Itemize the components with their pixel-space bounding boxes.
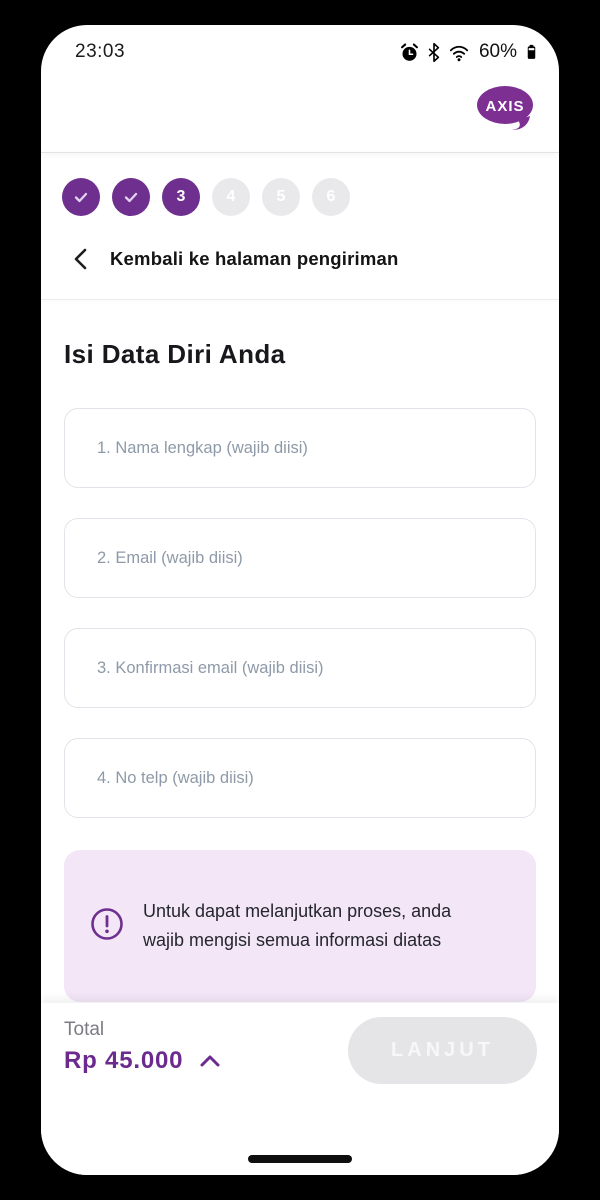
home-indicator-handle[interactable] (248, 1155, 352, 1163)
notice-text: Untuk dapat melanjutkan proses, anda wajib mengisi semua informasi diatas (143, 901, 452, 950)
step-5 (262, 178, 300, 216)
header-divider (41, 152, 559, 153)
wifi-icon (448, 43, 470, 62)
check-icon (121, 187, 141, 207)
step-1-done (62, 178, 100, 216)
clock-time: 23:03 (75, 41, 126, 62)
alarm-clock-icon (399, 42, 420, 63)
step-label: 5 (276, 188, 286, 205)
axis-logo (476, 85, 538, 131)
step-label: 6 (326, 188, 336, 205)
chevron-up-icon (199, 1053, 221, 1069)
total-value: Rp 45.000 (64, 1047, 184, 1074)
section-divider (41, 299, 559, 300)
battery-icon (524, 41, 539, 63)
checkout-bottom-bar (41, 1003, 559, 1175)
phone-screen (41, 25, 559, 1175)
alert-circle-icon (90, 907, 124, 946)
total-amount-toggle[interactable] (64, 1047, 221, 1075)
field-nama-lengkap (64, 408, 536, 488)
total-label: Total (64, 1019, 105, 1040)
step-label: 4 (226, 188, 236, 205)
bluetooth-icon (427, 42, 441, 63)
step-label: 3 (176, 188, 186, 205)
konfirmasi-email-input[interactable] (64, 628, 536, 708)
email-input[interactable] (64, 518, 536, 598)
axis-logo-text: AXIS (485, 98, 525, 115)
back-link-label: Kembali ke halaman pengiriman (110, 248, 399, 269)
step-3-active (162, 178, 200, 216)
page-title: Isi Data Diri Anda (64, 339, 286, 369)
step-6 (312, 178, 350, 216)
lanjut-button[interactable]: LANJUT (348, 1017, 537, 1084)
field-konfirmasi-email (64, 628, 536, 708)
status-bar (75, 39, 539, 65)
chevron-left-icon (72, 247, 88, 271)
battery-percent: 60% (478, 41, 517, 62)
notice-banner (64, 850, 536, 1002)
field-email (64, 518, 536, 598)
check-icon (71, 187, 91, 207)
field-no-telp (64, 738, 536, 818)
status-icons (399, 41, 539, 63)
nama-lengkap-input[interactable] (64, 408, 536, 488)
back-link[interactable] (72, 247, 399, 271)
step-2-done (112, 178, 150, 216)
progress-steps (62, 178, 350, 216)
step-4 (212, 178, 250, 216)
no-telp-input[interactable] (64, 738, 536, 818)
